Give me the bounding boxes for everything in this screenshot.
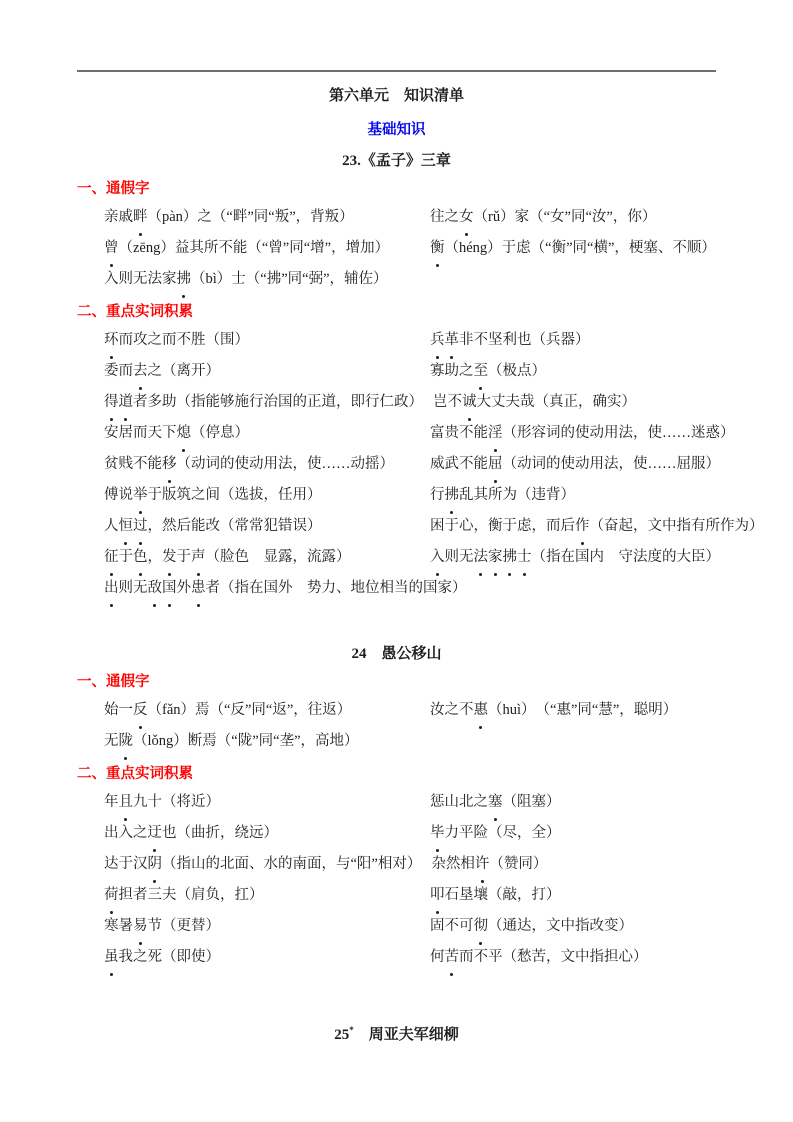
- entry-left: 曾（zēng）益其所不能（“曾”同“增”，增加）: [104, 233, 389, 264]
- emphasized-char: 至: [474, 356, 489, 387]
- emphasized-char: 淫: [488, 418, 503, 449]
- entry-row: [77, 787, 716, 818]
- subtitle-basic-knowledge: 基础知识: [367, 122, 426, 138]
- emphasized-char: 国: [162, 573, 177, 604]
- emphasized-char: 虽: [104, 942, 119, 973]
- entry-right: 威武不能屈（动词的使动用法，使……屈服）: [430, 449, 720, 480]
- emphasized-char: 征: [104, 542, 119, 573]
- entry-right: 富贵不能淫（形容词的使动用法，使……迷惑）: [430, 418, 735, 449]
- entry-right: 往之女（rǔ）家（“女”同“汝”，你）: [430, 202, 656, 233]
- entry-row: [77, 726, 716, 757]
- section-heading-shici: 二、重点实词积累: [77, 766, 193, 782]
- emphasized-char: 作: [575, 511, 590, 542]
- emphasized-char: 移: [162, 449, 177, 480]
- entry-right: 毕力平险（尽，全）: [430, 818, 561, 849]
- emphasized-char: 熄: [177, 418, 192, 449]
- emphasized-char: 塞: [488, 787, 503, 818]
- emphasized-char: 曾: [104, 233, 119, 264]
- emphasized-char: 荷: [104, 880, 119, 911]
- emphasized-char: 诚: [462, 387, 477, 418]
- entry-row: [77, 849, 716, 880]
- emphasized-char: 许: [475, 849, 490, 880]
- emphasized-char: 叩: [430, 880, 445, 911]
- entry-left: 贫贱不能移（动词的使动用法，使……动摇）: [104, 449, 394, 480]
- emphasized-char: 色: [133, 542, 148, 573]
- emphasized-char: 敌: [148, 573, 163, 604]
- entry-row: [77, 418, 735, 449]
- entry-row: [77, 880, 716, 911]
- lesson-25-star: *: [349, 1025, 354, 1035]
- section-heading-tongjiazi: 一、通假字: [77, 181, 150, 197]
- lesson-24-section-tongjiazi: [77, 671, 716, 757]
- emphasized-char: 易: [133, 911, 148, 942]
- emphasized-char: 入: [430, 542, 445, 573]
- section-rows: [77, 325, 764, 604]
- entry-row: [77, 264, 716, 295]
- entry-left: 安居而天下熄（停息）: [104, 418, 249, 449]
- top-rule: [77, 70, 716, 72]
- entry-row: [77, 818, 716, 849]
- emphasized-char: 恒: [119, 511, 134, 542]
- entry-left: 无陇（lǒng）断焉（“陇”同“垄”，高地）: [104, 726, 359, 757]
- section-rows: [77, 787, 716, 973]
- emphasized-char: 过: [133, 511, 148, 542]
- emphasized-char: 士: [517, 542, 532, 573]
- section-heading-shici: 二、重点实词积累: [77, 304, 193, 320]
- emphasized-char: 陇: [119, 726, 134, 757]
- entry-right: 困于心，衡于虑，而后作（奋起，文中指有所作为）: [430, 511, 764, 542]
- emphasized-char: 法: [474, 542, 489, 573]
- entry-left: 环而攻之而不胜（围）: [104, 325, 249, 356]
- entry-row: [77, 356, 716, 387]
- emphasized-char: 发: [162, 542, 177, 573]
- entry-row: [77, 573, 716, 604]
- entry-row: [77, 942, 716, 973]
- lesson-23-title: 23.《孟子》三章: [342, 153, 451, 169]
- section-rows: [77, 202, 716, 295]
- entry-right: 兵革非不坚利也（兵器）: [430, 325, 590, 356]
- entry-right: 何苦而不平（愁苦，文中指担心）: [430, 942, 648, 973]
- entry-left: 年且九十（将近）: [104, 787, 220, 818]
- entry-left: 荷担者三夫（肩负，扛）: [104, 880, 264, 911]
- lesson-25-name: 周亚夫军细柳: [368, 1027, 459, 1043]
- entry-right: 行拂乱其所为（违背）: [430, 480, 575, 511]
- entry-left: 人恒过，然后能改（常常犯错误）: [104, 511, 322, 542]
- lesson-25-title: [77, 1019, 716, 1046]
- entry-right: 岂不诚大丈夫哉（真正，确实）: [433, 387, 636, 418]
- entry-row: [77, 325, 716, 356]
- entry-left: 傅说举于版筑之间（选拔，任用）: [104, 480, 322, 511]
- entry-row: [77, 387, 716, 418]
- entry-right: 汝之不惠（huì） （“惠”同“慧”，聪明）: [430, 695, 677, 726]
- entry-left: 得道者多助（指能够施行治国的正道，即行仁政）: [104, 387, 423, 418]
- lesson-24-title: 24 愚公移山: [351, 646, 442, 662]
- emphasized-char: 迂: [148, 818, 163, 849]
- lesson-23: [77, 150, 764, 604]
- emphasized-char: 举: [133, 480, 148, 511]
- emphasized-char: 道: [119, 387, 134, 418]
- section-heading-tongjiazi: 一、通假字: [77, 674, 150, 690]
- emphasized-char: 家: [488, 542, 503, 573]
- entry-row: [77, 233, 716, 264]
- entry-right: 入则无法家拂士（指在国内 守法度的大臣）: [430, 542, 720, 573]
- entry-left: 达于汉阴（指山的北面、水的南面，与“阳”相对）: [104, 849, 421, 880]
- entry-left: 寒暑易节（更替）: [104, 911, 220, 942]
- emphasized-char: 毕: [430, 818, 445, 849]
- entry-row: [77, 911, 716, 942]
- emphasized-char: 拂: [445, 480, 460, 511]
- emphasized-char: 惠: [474, 695, 489, 726]
- emphasized-char: 且: [119, 787, 134, 818]
- emphasized-char: 苦: [445, 942, 460, 973]
- lesson-23-section-shici: [77, 301, 764, 604]
- emphasized-char: 衡: [430, 233, 445, 264]
- lesson-24: [77, 643, 716, 973]
- entry-right: 固不可彻（通达，文中指改变）: [430, 911, 633, 942]
- emphasized-char: 屈: [488, 449, 503, 480]
- emphasized-char: 拂: [503, 542, 518, 573]
- entry-row: [77, 202, 716, 233]
- lesson-23-section-tongjiazi: [77, 178, 716, 295]
- entry-row: [77, 695, 716, 726]
- entry-left: 出入之迂也（曲折，绕远）: [104, 818, 278, 849]
- entry-row: [77, 542, 720, 573]
- unit-title: 第六单元 知识清单: [328, 88, 464, 104]
- emphasized-char: 患: [191, 573, 206, 604]
- entry-left: 入则无法家拂（bì）士（“拂”同“弼”，辅佐）: [104, 264, 388, 295]
- entry-row: [77, 511, 764, 542]
- entry-right: 杂然相许（赞同）: [431, 849, 547, 880]
- entry-left: 虽我之死（即使）: [104, 942, 220, 973]
- emphasized-char: 出: [104, 573, 119, 604]
- entry-right: 叩石垦壤（敲，打）: [430, 880, 561, 911]
- lesson-24-section-shici: [77, 763, 716, 973]
- entry-left: 始一反（fǎn）焉（“反”同“返”，往返）: [104, 695, 351, 726]
- section-rows: [77, 695, 716, 757]
- entry-left: 出则无敌国外患者（指在国外 势力、地位相当的国家）: [104, 573, 467, 604]
- entry-right: 寡助之至（极点）: [430, 356, 546, 387]
- entry-right: 惩山北之塞（阻塞）: [430, 787, 561, 818]
- entry-left: 委而去之（离开）: [104, 356, 220, 387]
- emphasized-char: 兵: [430, 325, 445, 356]
- emphasized-char: 声: [191, 542, 206, 573]
- emphasized-char: 女: [459, 202, 474, 233]
- lesson-25-number: 25: [334, 1027, 350, 1043]
- entry-right: 衡（héng）于虑（“衡”同“横”，梗塞、不顺）: [430, 233, 716, 264]
- emphasized-char: 彻: [474, 911, 489, 942]
- emphasized-char: 革: [445, 325, 460, 356]
- entry-row: [77, 449, 720, 480]
- emphasized-char: 去: [133, 356, 148, 387]
- emphasized-char: 反: [133, 695, 148, 726]
- entry-row: [77, 480, 716, 511]
- emphasized-char: 环: [104, 325, 119, 356]
- entry-left: 亲戚畔（pàn）之（“畔”同“叛”，背叛）: [104, 202, 354, 233]
- emphasized-char: 畔: [133, 202, 148, 233]
- entry-left: 征于色，发于声（脸色 显露，流露）: [104, 542, 351, 573]
- emphasized-char: 得: [104, 387, 119, 418]
- emphasized-char: 拂: [177, 264, 192, 295]
- emphasized-char: 阴: [148, 849, 163, 880]
